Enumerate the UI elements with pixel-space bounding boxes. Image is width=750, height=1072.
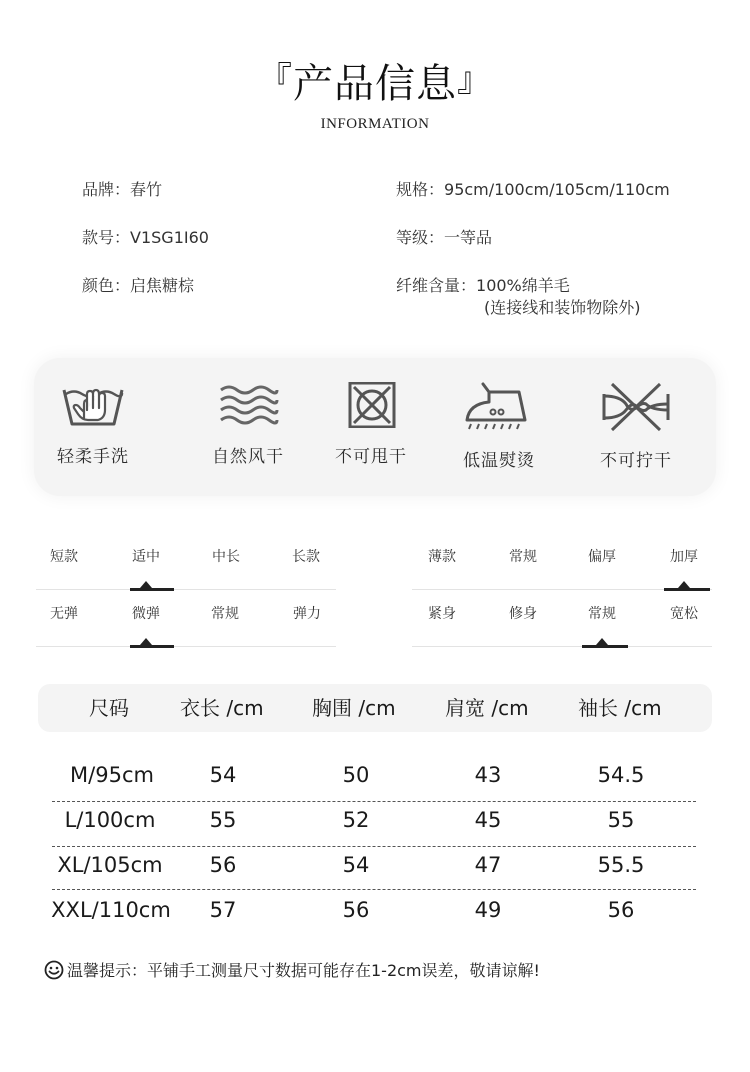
care-label: 自然风干 <box>212 447 284 467</box>
size-table-header <box>38 684 712 732</box>
care-panel <box>34 358 716 496</box>
title-bracket-close: 』 <box>457 60 492 100</box>
table-cell: 49 <box>474 898 502 922</box>
table-cell-size: M/95cm <box>70 763 154 787</box>
no-tumble-dry-icon <box>338 382 404 428</box>
scale-option: 短款 <box>50 549 78 565</box>
scale-option-selected: 常规 <box>588 606 616 622</box>
info-fiber-value: 100%绵羊毛 <box>476 276 570 295</box>
measurement-note <box>44 958 540 984</box>
scale-selected-bar <box>130 588 174 591</box>
scale-baseline <box>36 589 336 590</box>
table-cell: 52 <box>342 808 370 832</box>
care-item-low-iron <box>434 382 564 471</box>
table-cell: 56 <box>607 898 635 922</box>
row-divider <box>52 889 696 890</box>
page-subtitle: INFORMATION <box>320 116 430 132</box>
scale-selected-bar <box>130 645 174 648</box>
info-model <box>82 227 209 249</box>
table-cell: 54.5 <box>597 763 645 787</box>
scale-elasticity <box>36 603 336 647</box>
scale-fit <box>412 603 712 647</box>
info-brand-label: 品牌： <box>82 180 131 199</box>
table-cell-size: XL/105cm <box>57 853 163 877</box>
info-brand <box>82 179 162 201</box>
scale-option: 常规 <box>509 549 537 565</box>
smile-icon <box>44 960 64 984</box>
scale-thickness <box>412 546 712 590</box>
scale-option: 长款 <box>292 549 320 565</box>
scale-option: 宽松 <box>670 606 698 622</box>
care-label: 不可拧干 <box>600 451 672 471</box>
scale-selected-bar <box>582 645 628 648</box>
note-text: 温馨提示：平铺手工测量尺寸数据可能存在1-2cm误差，敬请谅解! <box>67 961 540 980</box>
scale-option-selected: 加厚 <box>670 549 698 565</box>
scale-option: 无弹 <box>50 606 78 622</box>
info-spec-value: 95cm/100cm/105cm/110cm <box>444 180 670 199</box>
scale-option: 紧身 <box>428 606 456 622</box>
info-grade-label: 等级： <box>396 228 445 247</box>
scale-option: 偏厚 <box>588 549 616 565</box>
title-bracket-open: 『 <box>258 60 293 100</box>
table-cell: 57 <box>209 898 237 922</box>
scale-option-selected: 适中 <box>132 549 160 565</box>
scale-selected-bar <box>664 588 710 591</box>
table-cell: 56 <box>209 853 237 877</box>
care-item-hand-wash <box>28 382 158 467</box>
natural-dry-icon <box>215 382 281 428</box>
scale-option: 薄款 <box>428 549 456 565</box>
table-cell: 50 <box>342 763 370 787</box>
care-label: 不可甩干 <box>335 447 407 467</box>
info-model-label: 款号： <box>82 228 131 247</box>
info-brand-value: 春竹 <box>130 180 163 199</box>
care-item-no-wring <box>571 382 701 471</box>
no-wring-icon <box>600 382 672 432</box>
scale-option-selected: 微弹 <box>132 606 160 622</box>
title-text: 产品信息 <box>293 61 457 107</box>
care-label: 轻柔手洗 <box>57 447 129 467</box>
scale-option: 修身 <box>509 606 537 622</box>
table-cell: 47 <box>474 853 502 877</box>
row-divider <box>52 846 696 847</box>
table-cell: 55 <box>607 808 635 832</box>
care-item-no-tumble-dry <box>306 382 436 467</box>
info-grade <box>396 227 492 249</box>
info-model-value: V1SG1I60 <box>130 228 209 247</box>
table-cell-size: L/100cm <box>64 808 156 832</box>
scale-length <box>36 546 336 590</box>
size-table-header-cell: 袖长 /cm <box>578 696 662 720</box>
low-iron-icon <box>463 382 535 432</box>
table-cell: 55 <box>209 808 237 832</box>
scale-pointer-icon <box>596 638 608 645</box>
table-cell: 45 <box>474 808 502 832</box>
scale-option: 常规 <box>211 606 239 622</box>
info-fiber <box>396 275 570 297</box>
table-cell: 54 <box>209 763 237 787</box>
table-cell-size: XXL/110cm <box>51 898 171 922</box>
scale-option: 弹力 <box>293 606 321 622</box>
scale-pointer-icon <box>140 581 152 588</box>
info-color-label: 颜色： <box>82 276 131 295</box>
table-cell: 54 <box>342 853 370 877</box>
scale-pointer-icon <box>678 581 690 588</box>
info-grade-value: 一等品 <box>444 228 493 247</box>
size-table-header-cell: 胸围 /cm <box>312 696 396 720</box>
row-divider <box>52 801 696 802</box>
hand-wash-icon <box>60 382 126 428</box>
care-label: 低温熨烫 <box>463 451 535 471</box>
info-fiber-note: (连接线和装饰物除外) <box>484 298 641 317</box>
info-color <box>82 275 194 297</box>
scale-baseline <box>36 646 336 647</box>
table-cell: 43 <box>474 763 502 787</box>
size-table-header-cell: 衣长 /cm <box>180 696 264 720</box>
scale-option: 中长 <box>212 549 240 565</box>
table-cell: 55.5 <box>597 853 645 877</box>
care-item-natural-dry <box>183 382 313 467</box>
info-spec-label: 规格： <box>396 180 445 199</box>
scale-baseline <box>412 646 712 647</box>
info-fiber-label: 纤维含量： <box>396 276 477 295</box>
size-table-header-cell: 尺码 <box>89 696 129 720</box>
page-title <box>0 52 750 109</box>
table-cell: 56 <box>342 898 370 922</box>
scale-pointer-icon <box>140 638 152 645</box>
info-color-value: 启焦糖棕 <box>130 276 195 295</box>
size-table-header-cell: 肩宽 /cm <box>445 696 529 720</box>
info-spec <box>396 179 670 201</box>
